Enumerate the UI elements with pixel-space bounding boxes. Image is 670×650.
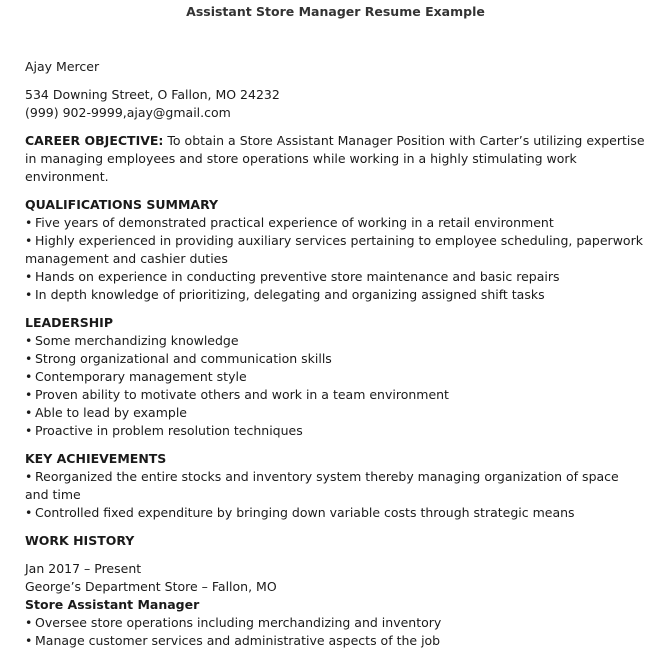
document-title: Assistant Store Manager Resume Example (186, 4, 485, 19)
career-objective-text: To obtain a Store Assistant Manager Position with Carter’s utilizing expertise in managing employees and store operations while working in a highly stimulating work environment. (25, 133, 645, 184)
job-dates: Jan 2017 – Present (25, 561, 142, 576)
list-item: • Reorganized the entire stocks and inventory system thereby managing organization of space and time (25, 468, 646, 504)
career-objective (25, 132, 646, 186)
leadership-section (25, 314, 646, 440)
list-item: • Some merchandizing knowledge (25, 332, 646, 350)
leadership-list (25, 332, 646, 440)
achievements-heading: KEY ACHIEVEMENTS (25, 451, 167, 466)
list-item: • Proactive in problem resolution techniques (25, 422, 646, 440)
list-item: • In depth knowledge of prioritizing, delegating and organizing assigned shift tasks (25, 286, 646, 304)
list-item: • Proven ability to motivate others and work in a team environment (25, 386, 646, 404)
list-item: • Strong organizational and communication skills (25, 350, 646, 368)
list-item: • Able to lead by example (25, 404, 646, 422)
contact-phone-email: (999) 902-9999,ajay@gmail.com (25, 105, 231, 120)
qualifications-section (25, 196, 646, 304)
achievements-list (25, 468, 646, 522)
leadership-heading: LEADERSHIP (25, 315, 113, 330)
career-objective-label: CAREER OBJECTIVE: (25, 133, 164, 148)
qualifications-heading: QUALIFICATIONS SUMMARY (25, 197, 219, 212)
list-item: • Hands on experience in conducting preventive store maintenance and basic repairs (25, 268, 646, 286)
qualifications-list (25, 214, 646, 304)
job-position: Store Assistant Manager (25, 597, 200, 612)
achievements-section (25, 450, 646, 522)
job-duties-list (25, 614, 646, 650)
list-item: • Controlled fixed expenditure by bringing down variable costs through strategic means (25, 504, 646, 522)
list-item: • Highly experienced in providing auxiliary services pertaining to employee scheduling, paperwork management and cashier duties (25, 232, 646, 268)
list-item: • Five years of demonstrated practical experience of working in a retail environment (25, 214, 646, 232)
contact-block (25, 86, 646, 122)
work-history-heading: WORK HISTORY (25, 533, 135, 548)
applicant-name: Ajay Mercer (25, 59, 100, 74)
list-item: • Oversee store operations including merchandizing and inventory (25, 614, 646, 632)
list-item: • Contemporary management style (25, 368, 646, 386)
contact-address: 534 Downing Street, O Fallon, MO 24232 (25, 87, 280, 102)
work-history-section (25, 532, 646, 650)
list-item: • Manage customer services and administrative aspects of the job (25, 632, 646, 650)
job-company: George’s Department Store – Fallon, MO (25, 579, 277, 594)
